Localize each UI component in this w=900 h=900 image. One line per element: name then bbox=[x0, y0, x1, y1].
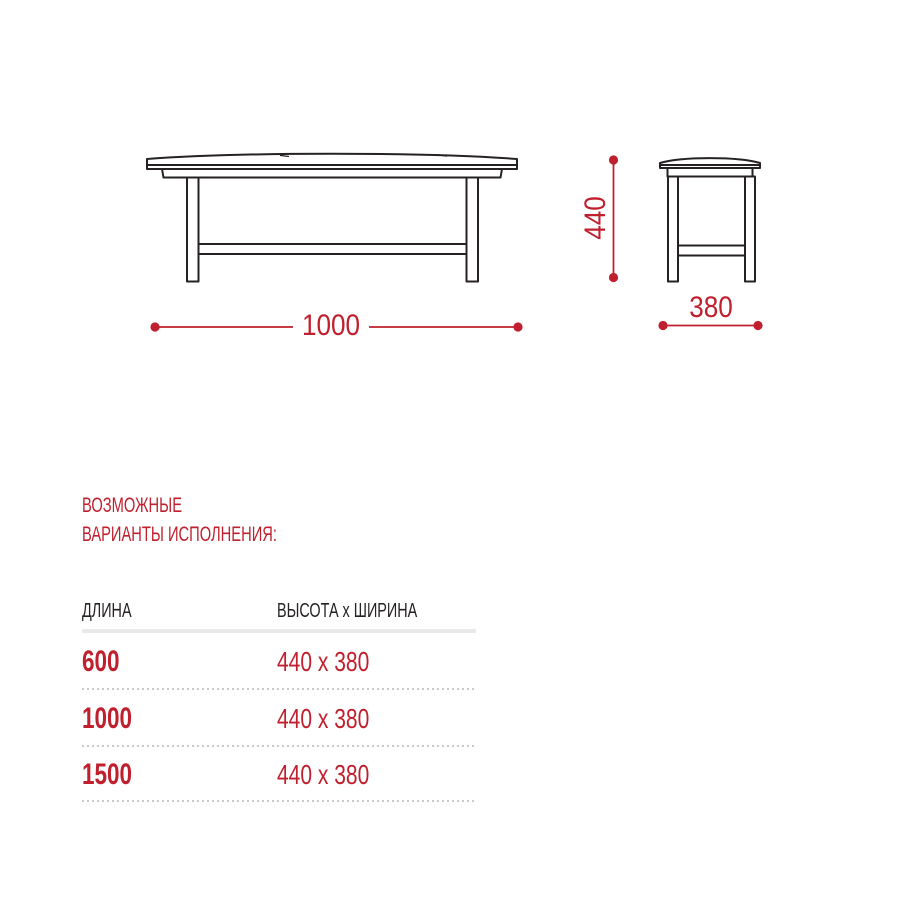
side-apron bbox=[668, 168, 753, 177]
length-dimension-label: 1000 bbox=[301, 309, 361, 342]
variants-title-line2: ВАРИАНТЫ ИСПОЛНЕНИЯ: bbox=[82, 523, 277, 546]
column-header-size: ВЫСОТА x ШИРИНА bbox=[277, 600, 418, 622]
side-left-leg bbox=[668, 177, 678, 282]
side-right-leg bbox=[745, 177, 755, 282]
column-header-length: ДЛИНА bbox=[82, 600, 132, 622]
variant-size: 440 x 380 bbox=[277, 645, 370, 677]
row-separator bbox=[82, 800, 476, 802]
dim-dot bbox=[609, 155, 618, 164]
variants-title-line1: ВОЗМОЖНЫЕ bbox=[82, 494, 183, 517]
dim-dot bbox=[753, 321, 762, 330]
front-right-leg bbox=[467, 178, 479, 282]
bench-front-view bbox=[147, 154, 517, 282]
variant-row-1500 bbox=[82, 747, 476, 802]
variant-size: 440 x 380 bbox=[277, 702, 370, 734]
width-dimension-label: 380 bbox=[689, 291, 733, 324]
side-seat-top bbox=[660, 158, 760, 168]
variant-row-1000 bbox=[82, 690, 476, 747]
table-header-row bbox=[82, 592, 476, 629]
front-left-leg bbox=[187, 178, 199, 282]
variant-length: 1500 bbox=[82, 757, 133, 791]
variant-length: 600 bbox=[82, 644, 120, 678]
variant-row-600 bbox=[82, 633, 476, 690]
height-dimension-label: 440 bbox=[579, 196, 612, 240]
bench-side-view bbox=[660, 158, 760, 281]
dim-dot bbox=[150, 322, 159, 331]
variants-title bbox=[82, 491, 361, 549]
variants-table bbox=[82, 592, 476, 802]
dim-dot bbox=[658, 321, 667, 330]
front-stretcher bbox=[199, 244, 467, 254]
dim-dot bbox=[609, 273, 618, 282]
variant-length: 1000 bbox=[82, 701, 133, 735]
bench-drawing bbox=[0, 0, 900, 420]
side-stretcher bbox=[678, 246, 745, 256]
front-seat-top bbox=[147, 154, 517, 169]
front-seat-lip bbox=[162, 169, 502, 178]
dim-dot bbox=[513, 322, 522, 331]
variant-size: 440 x 380 bbox=[277, 758, 370, 790]
